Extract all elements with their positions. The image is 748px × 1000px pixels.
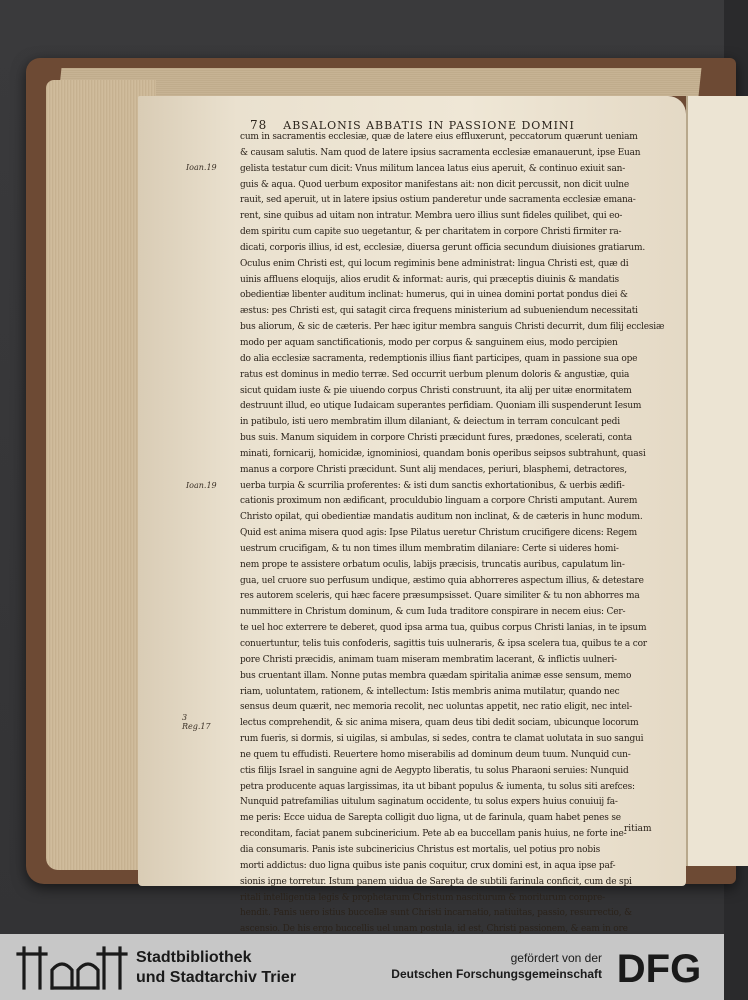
library-name-line2: und Stadtarchiv Trier [136, 969, 297, 986]
text-line: petra producente aquas largissimas, ita ut bibant populus & iumenta, tu solus siti arefces: [240, 781, 635, 792]
text-line: Quid est anima misera quod agis: Ipse Pilatus ueretur Christum crucifigere dicens: Regem [240, 528, 637, 539]
text-line: dia consumaris. Panis iste subcinericius Christus est mortalis, uel potius pro nobis [240, 844, 600, 855]
page-number: 78 [250, 118, 268, 132]
text-line: Oculus enim Christi est, qui locum regiminis bene administrat: lingua Christi est, quæ di [240, 258, 629, 269]
text-line: manus a corpore Christi præcidunt. Sunt alij mendaces, periuri, blasphemi, detractores, [240, 464, 627, 475]
text-line: me peris: Ecce uidua de Sarepta colligit duo ligna, ut de farinula, quam habet penes se [240, 813, 621, 824]
stadtbibliothek-trier-logo-icon [16, 942, 128, 992]
text-line: reconditam, faciat panem subcinericium. Pete ab ea buccellam panis huius, ne forte ine- [240, 829, 627, 840]
text-line: gelista testatur cum dicit: Vnus militum lancea latus eius aperuit, & continuo exiuit san- [240, 163, 626, 174]
text-line: rum fueris, si dormis, si uigilas, si ambulas, si sedes, contra te clamat uolutata in suo sangui [240, 734, 644, 745]
text-line: uerba turpia & scurrilia proferentes: & isti dum sanctis exhortationibus, & uerbis ædifi- [240, 480, 625, 491]
text-line: minati, fornicarij, homicidæ, ignominiosi, quandam bonis operibus seipsos subtrahunt, quasi [240, 448, 646, 459]
footer-banner [0, 934, 724, 1000]
text-line: Nunquid patrefamilias uitulum saginatum occidente, tu solus expers huius conuiuij fa- [240, 797, 618, 808]
text-line: ratus est dominus in medio terræ. Sed occurrit uerbum plenum doloris & angustiæ, quia [240, 369, 630, 380]
text-line: nummittere in Christum dominum, & cum Iuda traditore conspirare in necem eius: Cer- [240, 607, 626, 618]
text-line: nem prope te assistere orbatum oculis, labijs præcisis, truncatis auribus, capulatum lin- [240, 559, 625, 570]
margin-note: Ioan.19 [186, 481, 217, 490]
text-line: dicati, corporis illius, id est, ecclesiæ, diuersa gerunt officia secundum diuisiones gratiarum. [240, 242, 646, 253]
text-line: ne quem tu effudisti. Reuertere homo miserabilis ad dominum deum tuum. Nunquid cun- [240, 749, 631, 760]
facing-page [686, 96, 748, 866]
funding-line2: Deutschen Forschungsgemeinschaft [391, 967, 602, 981]
text-line: conuertuntur, telis tuis confoderis, sagittis tuis uulneraris, & ipsa scelera tua, quibus te a cor [240, 639, 647, 649]
text-line: sicut quidam iuste & pie uiuendo corpus Christi construunt, ita alij per uitæ enormitatem [240, 385, 632, 396]
text-line: pore Christi præcidis, animam tuam miseram membratim lacerant, & inflictis uulneri- [240, 654, 617, 665]
text-line: guis & aqua. Quod uerbum expositor manifestans ait: non dicit percussit, non dicit uulne [240, 179, 630, 190]
library-name-line1: Stadtbibliothek [136, 949, 252, 966]
library-name [136, 948, 296, 988]
text-line: te uel hoc exterrere te deberet, quod ipsa arma tua, quibus corpus Christi lanias, in te ipsum [240, 623, 647, 634]
text-line: modo per aquam sanctificationis, modo per corpus & sanguinem eius, modo percipien [240, 337, 618, 348]
margin-note: Ioan.19 [186, 163, 217, 172]
text-line: sensus deum quærit, nec memoria recolit, nec uoluntas appetit, nec ratio eligit, nec intel- [240, 702, 632, 713]
body-text [240, 130, 672, 935]
text-line: Christo opilat, qui obedientiæ mandatis auditum non inclinat, & de cæteris in hunc modum. [240, 512, 643, 523]
text-line: æstus: pes Christi est, qui satagit circa frequens ministerium ad subueniendum necessitati [240, 306, 638, 317]
text-line: gua, uel cruore suo perfusum undique, æstimo quia abhorreres aspectum illius, & detestare [240, 575, 644, 586]
funding-line1: gefördert von der [510, 951, 602, 965]
text-line: ctis filijs Israel in sanguine agni de Aegypto liberatis, tu solus Pharaoni seruies: Nunquid [240, 765, 629, 776]
text-line: uestrum crucifigam, & tu non times illum membratim dilaniare: Certe si uideres homi- [240, 543, 619, 554]
text-line: hendit. Panis uero istius buccellæ sunt Christi incarnatio, natiuitas, passio, resurrectio, & [240, 908, 632, 919]
catchword: ritiam [624, 824, 652, 834]
text-line: bus cruentant illam. Nonne putas membra quædam spiritalia animæ esse sensum, memo [240, 670, 632, 681]
text-line: destruunt illud, eo utique Iudaicam superantes perfidiam. Quoniam illi suspenderunt Iesum [240, 401, 642, 412]
text-line: cum in sacramentis ecclesiæ, quæ de latere eius effluxerunt, peccatorum quærunt ueniam [240, 132, 638, 142]
margin-note: 3 Reg.17 [182, 713, 211, 731]
running-head-title: ABSALONIS ABBATIS IN PASSIONE DOMINI [283, 118, 575, 132]
text-line: morti addictus: duo ligna quibus iste panis coquitur, crux domini est, in aqua ipse paf- [240, 860, 616, 871]
text-line: lectus comprehendit, & sic anima misera, quam deus tibi dedit sociam, ubicunque locorum [240, 718, 639, 729]
text-line: obedientiæ libenter auditum inclinat: humerus, qui in uinea domini portat pondus diei & [240, 290, 628, 301]
text-line: bus suis. Manum siquidem in corpore Christi præcidunt fures, prædones, scelerati, conta [240, 433, 632, 444]
text-line: sionis igne torretur. Istum panem uidua de Sarepta de subtili farinula conficit, cum de spi [240, 876, 632, 887]
text-line: riam, uoluntatem, rationem, & intellectum: Istis membris anima mutilatur, quando nec [240, 686, 620, 697]
text-line: do alia ecclesiæ sacramenta, redemptionis illius fiant participes, quam in passione sua ope [240, 353, 638, 364]
funding-statement [391, 950, 602, 982]
text-line: ascensio. De his ergo buccellis uel unam postula, id est, Christi passionem, & eam in ore [240, 924, 628, 935]
text-line: & causam salutis. Nam quod de latere ipsius sacramenta ecclesiæ emanauerunt, ipse Euan [240, 147, 641, 158]
text-line: rent, sine quibus ad uitam non intratur. Membra uero illius sunt fideles quilibet, qui eo- [240, 211, 623, 222]
text-line: rauit, sed aperuit, ut in latere ipsius ostium panderetur unde sacramenta ecclesiæ emana- [240, 195, 636, 206]
text-line: bus aliorum, & sic de cæteris. Per hæc igitur membra sanguis Christi decurrit, dum filij ecclesiæ [240, 322, 665, 333]
text-line: ritali intelligentia legis & prophetarum Christum nasciturum & moriturum compre- [240, 892, 605, 903]
dfg-logo-text: DFG [616, 947, 702, 991]
text-line: res autorem sceleris, qui hæc facere præsumpsisset. Quare similiter & tu non abhorres ma [240, 591, 640, 602]
dfg-logo [608, 946, 710, 991]
text-line: uinis affluens eloquijs, alios erudit & informat: auris, qui præceptis diuinis & mandatis [240, 274, 619, 285]
text-line: in patibulo, isti uero membratim illum dilaniant, & deiectum in terram conculcant pedi [240, 417, 620, 428]
text-line: dem spiritu cum capite suo uegetantur, & per charitatem in corpore Christi firmiter ra- [240, 227, 622, 238]
text-line: cationis proximum non ædificant, proculdubio linguam a corpore Christi amputant. Aurem [240, 496, 638, 507]
